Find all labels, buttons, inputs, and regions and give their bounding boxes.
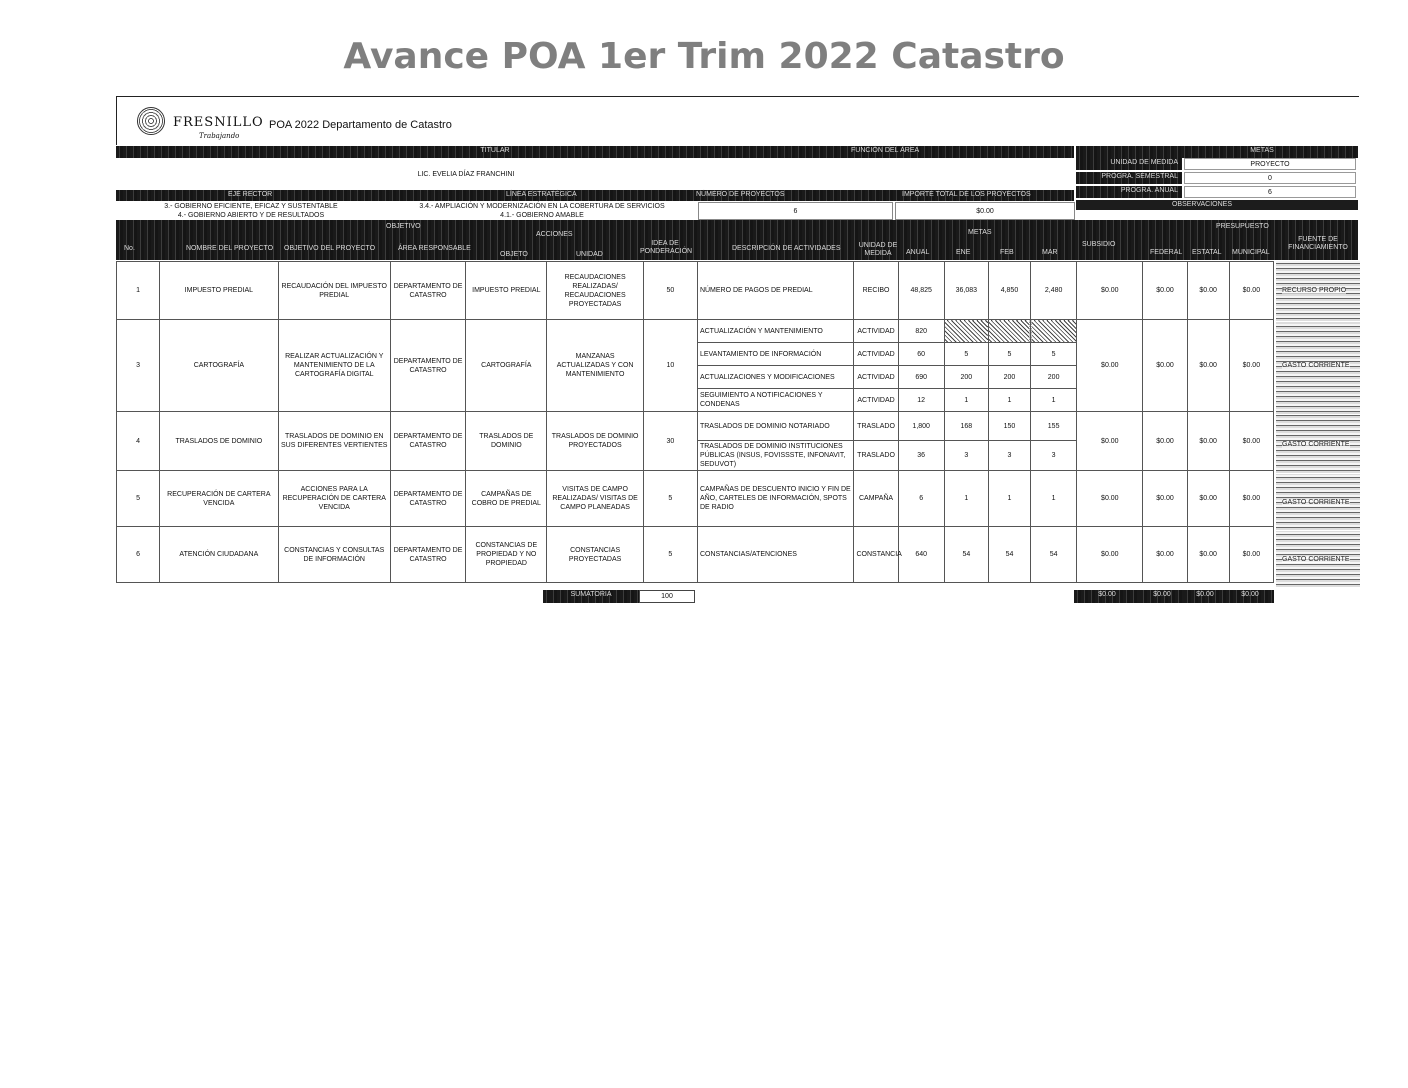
anual-label: PROGRA. ANUAL <box>1076 186 1182 198</box>
project-name: CARTOGRAFÍA <box>160 320 278 412</box>
poa-sheet <box>116 96 1358 606</box>
budget-estatal: $0.00 <box>1187 412 1229 471</box>
project-object: TRASLADOS DE DOMINIO <box>466 412 547 471</box>
budget-estatal: $0.00 <box>1187 527 1229 583</box>
project-object: CAMPAÑAS DE COBRO DE PREDIAL <box>466 471 547 527</box>
fuente-label-1: RECURSO PROPIO <box>1282 287 1347 295</box>
project-area: DEPARTAMENTO DE CATASTRO <box>390 262 465 320</box>
funcion-label: FUNCIÓN DEL ÁREA <box>851 147 920 154</box>
col-no: No. <box>124 245 135 252</box>
activity-mar <box>1031 320 1077 343</box>
activity-feb: 4,850 <box>988 262 1030 320</box>
activity-unit: TRASLADO <box>854 441 898 471</box>
unidad-value: PROYECTO <box>1184 158 1356 170</box>
budget-subsidio: $0.00 <box>1077 471 1143 527</box>
project-object: CARTOGRAFÍA <box>466 320 547 412</box>
group-objetivo: OBJETIVO <box>386 223 421 230</box>
activity-feb: 3 <box>988 441 1030 471</box>
col-objeto: OBJETO <box>500 251 528 258</box>
total-federal: $0.00 <box>1140 590 1184 603</box>
project-name: ATENCIÓN CIUDADANA <box>160 527 278 583</box>
unidad-label: UNIDAD DE MEDIDA <box>1076 158 1182 170</box>
col-municipal: MUNICIPAL <box>1232 249 1270 256</box>
importe-label: IMPORTE TOTAL DE LOS PROYECTOS <box>902 191 1031 198</box>
budget-municipal: $0.00 <box>1229 471 1273 527</box>
budget-estatal: $0.00 <box>1187 471 1229 527</box>
col-feb: FEB <box>1000 249 1014 256</box>
eje-line-2: 4.- GOBIERNO ABIERTO Y DE RESULTADOS <box>177 212 325 219</box>
anual-value: 6 <box>1184 186 1356 198</box>
project-area: DEPARTAMENTO DE CATASTRO <box>390 471 465 527</box>
activity-unit: ACTIVIDAD <box>854 320 898 343</box>
fuente-label-3: GASTO CORRIENTE <box>1282 440 1350 448</box>
project-number: 3 <box>117 320 160 412</box>
activity-jan: 36,083 <box>944 262 988 320</box>
activity-description: CAMPAÑAS DE DESCUENTO INICIO Y FIN DE AÑO, CARTELES DE INFORMACIÓN, SPOTS DE RADIO <box>697 471 854 527</box>
activity-feb: 1 <box>988 471 1030 527</box>
observaciones-label: OBSERVACIONES <box>1171 201 1233 208</box>
project-weight: 10 <box>643 320 697 412</box>
linea-line-1: 3.4.- AMPLIACIÓN Y MODERNIZACIÓN EN LA COBERTURA DE SERVICIOS <box>419 203 665 210</box>
activity-annual: 12 <box>898 389 944 412</box>
project-unit: RECAUDACIONES REALIZADAS/ RECAUDACIONES PROYECTADAS <box>547 262 643 320</box>
budget-federal: $0.00 <box>1143 527 1187 583</box>
activity-description: NÚMERO DE PAGOS DE PREDIAL <box>697 262 854 320</box>
table-row <box>117 527 1274 583</box>
numero-label: NÚMERO DE PROYECTOS <box>696 191 785 198</box>
total-subsidio: $0.00 <box>1074 590 1140 603</box>
sheet-header <box>116 96 1359 145</box>
total-municipal: $0.00 <box>1226 590 1274 603</box>
observaciones-band <box>1076 200 1358 210</box>
col-ponderacion: IDEA DE PONDERACIÓN <box>640 240 693 255</box>
activity-jan: 1 <box>944 389 988 412</box>
activity-description: CONSTANCIAS/ATENCIONES <box>697 527 854 583</box>
project-unit: CONSTANCIAS PROYECTADAS <box>547 527 643 583</box>
linea-values <box>392 202 692 220</box>
activity-unit: CAMPAÑA <box>854 471 898 527</box>
eje-band <box>116 190 1074 201</box>
project-objective: TRASLADOS DE DOMINIO EN SUS DIFERENTES VERTIENTES <box>278 412 390 471</box>
project-objective: ACCIONES PARA LA RECUPERACIÓN DE CARTERA VENCIDA <box>278 471 390 527</box>
budget-subsidio: $0.00 <box>1077 527 1143 583</box>
activity-jan: 200 <box>944 366 988 389</box>
project-name: TRASLADOS DE DOMINIO <box>160 412 278 471</box>
importe-value: $0.00 <box>895 202 1075 220</box>
col-unidad: UNIDAD <box>576 251 603 258</box>
project-unit: TRASLADOS DE DOMINIO PROYECTADOS <box>547 412 643 471</box>
col-anual: ANUAL <box>906 249 930 256</box>
total-estatal: $0.00 <box>1184 590 1226 603</box>
table-row <box>117 320 1274 343</box>
project-object: IMPUESTO PREDIAL <box>466 262 547 320</box>
col-mar: MAR <box>1042 249 1058 256</box>
activity-annual: 690 <box>898 366 944 389</box>
project-number: 6 <box>117 527 160 583</box>
project-area: DEPARTAMENTO DE CATASTRO <box>390 412 465 471</box>
activity-mar: 54 <box>1031 527 1077 583</box>
activity-annual: 640 <box>898 527 944 583</box>
project-area: DEPARTAMENTO DE CATASTRO <box>390 320 465 412</box>
activity-description: SEGUIMIENTO A NOTIFICACIONES Y CONDENAS <box>697 389 854 412</box>
activity-unit: CONSTANCIA <box>854 527 898 583</box>
activity-unit: ACTIVIDAD <box>854 366 898 389</box>
fuente-label-4: GASTO CORRIENTE <box>1282 498 1350 506</box>
budget-subsidio: $0.00 <box>1077 320 1143 412</box>
project-objective: CONSTANCIAS Y CONSULTAS DE INFORMACIÓN <box>278 527 390 583</box>
col-federal: FEDERAL <box>1150 249 1183 256</box>
semestral-label: PROGRA. SEMESTRAL <box>1076 172 1182 184</box>
activity-mar: 5 <box>1031 343 1077 366</box>
budget-federal: $0.00 <box>1143 412 1187 471</box>
project-objective: REALIZAR ACTUALIZACIÓN Y MANTENIMIENTO DE LA CARTOGRAFÍA DIGITAL <box>278 320 390 412</box>
activity-mar: 1 <box>1031 389 1077 412</box>
activity-description: TRASLADOS DE DOMINIO INSTITUCIONES PÚBLICAS (INSUS, FOVISSSTE, INFONAVIT, SEDUVOT) <box>697 441 854 471</box>
col-actividades: DESCRIPCIÓN DE ACTIVIDADES <box>732 245 841 252</box>
activity-unit: ACTIVIDAD <box>854 343 898 366</box>
table-row <box>117 412 1274 441</box>
sheet-title: POA 2022 Departamento de Catastro <box>269 119 452 131</box>
project-area: DEPARTAMENTO DE CATASTRO <box>390 527 465 583</box>
group-acciones: ACCIONES <box>536 231 573 238</box>
project-weight: 30 <box>643 412 697 471</box>
project-weight: 5 <box>643 527 697 583</box>
activity-description: TRASLADOS DE DOMINIO NOTARIADO <box>697 412 854 441</box>
fuente-label-2: GASTO CORRIENTE <box>1282 362 1350 370</box>
fuente-label-5: GASTO CORRIENTE <box>1282 555 1350 563</box>
activity-feb: 5 <box>988 343 1030 366</box>
fuente-cell-1 <box>1276 261 1360 321</box>
col-nombre: NOMBRE DEL PROYECTO <box>186 245 274 252</box>
activity-feb: 54 <box>988 527 1030 583</box>
activity-annual: 6 <box>898 471 944 527</box>
project-unit: MANZANAS ACTUALIZADAS Y CON MANTENIMIENTO <box>547 320 643 412</box>
eje-label: EJE RECTOR <box>228 191 273 198</box>
project-objective: RECAUDACIÓN DEL IMPUESTO PREDIAL <box>278 262 390 320</box>
activity-jan: 5 <box>944 343 988 366</box>
projects-table <box>116 261 1274 583</box>
activity-jan: 3 <box>944 441 988 471</box>
activity-unit: RECIBO <box>854 262 898 320</box>
project-name: RECUPERACIÓN DE CARTERA VENCIDA <box>160 471 278 527</box>
activity-unit: TRASLADO <box>854 412 898 441</box>
activity-annual: 60 <box>898 343 944 366</box>
col-estatal: ESTATAL <box>1192 249 1222 256</box>
budget-federal: $0.00 <box>1143 320 1187 412</box>
activity-annual: 36 <box>898 441 944 471</box>
budget-federal: $0.00 <box>1143 471 1187 527</box>
fuente-cell-4 <box>1276 474 1360 530</box>
col-subsidio: SUBSIDIO <box>1082 241 1116 248</box>
logo-brand: FRESNILLO <box>173 115 264 130</box>
project-name: IMPUESTO PREDIAL <box>160 262 278 320</box>
activity-feb <box>988 320 1030 343</box>
budget-federal: $0.00 <box>1143 262 1187 320</box>
activity-description: LEVANTAMIENTO DE INFORMACIÓN <box>697 343 854 366</box>
page-title: Avance POA 1er Trim 2022 Catastro <box>343 36 1065 77</box>
budget-municipal: $0.00 <box>1229 320 1273 412</box>
budget-municipal: $0.00 <box>1229 262 1273 320</box>
fuente-cell-5 <box>1276 531 1360 587</box>
fuente-cell-3 <box>1276 415 1360 473</box>
titular-band <box>116 146 1074 158</box>
eje-line-1: 3.- GOBIERNO EFICIENTE, EFICAZ Y SUSTENTABLE <box>164 203 338 210</box>
logo-sub: Trabajando <box>199 132 240 140</box>
col-fuente: FUENTE DE FINANCIAMIENTO <box>1288 236 1348 251</box>
project-weight: 5 <box>643 471 697 527</box>
table-row <box>117 471 1274 527</box>
table-row <box>117 262 1274 320</box>
activity-mar: 3 <box>1031 441 1077 471</box>
activity-jan: 54 <box>944 527 988 583</box>
metas-band <box>1076 146 1358 158</box>
project-number: 1 <box>117 262 160 320</box>
numero-value: 6 <box>698 202 893 220</box>
group-presupuesto: PRESUPUESTO <box>1216 223 1269 230</box>
metas-label: METAS <box>1250 147 1274 154</box>
budget-estatal: $0.00 <box>1187 262 1229 320</box>
budget-municipal: $0.00 <box>1229 527 1273 583</box>
project-number: 4 <box>117 412 160 471</box>
total-label: SUMATORIA <box>543 590 639 603</box>
activity-jan: 168 <box>944 412 988 441</box>
project-unit: VISITAS DE CAMPO REALIZADAS/ VISITAS DE CAMPO PLANEADAS <box>547 471 643 527</box>
total-ponderacion: 100 <box>639 590 695 603</box>
activity-mar: 2,480 <box>1031 262 1077 320</box>
budget-estatal: $0.00 <box>1187 320 1229 412</box>
budget-subsidio: $0.00 <box>1077 262 1143 320</box>
column-header-band <box>116 220 1358 260</box>
activity-annual: 1,800 <box>898 412 944 441</box>
linea-line-2: 4.1.- GOBIERNO AMABLE <box>500 212 584 219</box>
col-area: ÁREA RESPONSABLE <box>398 245 471 252</box>
linea-label: LÍNEA ESTRATÉGICA <box>506 191 577 198</box>
titular-label: TITULAR <box>480 147 510 154</box>
col-objetivo: OBJETIVO DEL PROYECTO <box>284 245 376 252</box>
project-weight: 50 <box>643 262 697 320</box>
project-object: CONSTANCIAS DE PROPIEDAD Y NO PROPIEDAD <box>466 527 547 583</box>
group-metas: METAS <box>968 229 992 236</box>
fresnillo-logo <box>137 105 264 140</box>
activity-annual: 48,825 <box>898 262 944 320</box>
activity-feb: 200 <box>988 366 1030 389</box>
activity-unit: ACTIVIDAD <box>854 389 898 412</box>
activity-feb: 150 <box>988 412 1030 441</box>
semestral-value: 0 <box>1184 172 1356 184</box>
budget-subsidio: $0.00 <box>1077 412 1143 471</box>
project-number: 5 <box>117 471 160 527</box>
activity-description: ACTUALIZACIONES Y MODIFICACIONES <box>697 366 854 389</box>
fuente-cell-2 <box>1276 322 1360 414</box>
activity-description: ACTUALIZACIÓN Y MANTENIMIENTO <box>697 320 854 343</box>
col-ene: ENE <box>956 249 971 256</box>
activity-mar: 1 <box>1031 471 1077 527</box>
activity-annual: 820 <box>898 320 944 343</box>
activity-mar: 155 <box>1031 412 1077 441</box>
activity-jan <box>944 320 988 343</box>
activity-mar: 200 <box>1031 366 1077 389</box>
municipal-seal-icon <box>137 107 165 135</box>
titular-value: LIC. EVELIA DÍAZ FRANCHINI <box>417 171 515 178</box>
budget-municipal: $0.00 <box>1229 412 1273 471</box>
col-um: UNIDAD DE MEDIDA <box>858 242 898 257</box>
activity-jan: 1 <box>944 471 988 527</box>
activity-feb: 1 <box>988 389 1030 412</box>
eje-values <box>116 202 386 220</box>
